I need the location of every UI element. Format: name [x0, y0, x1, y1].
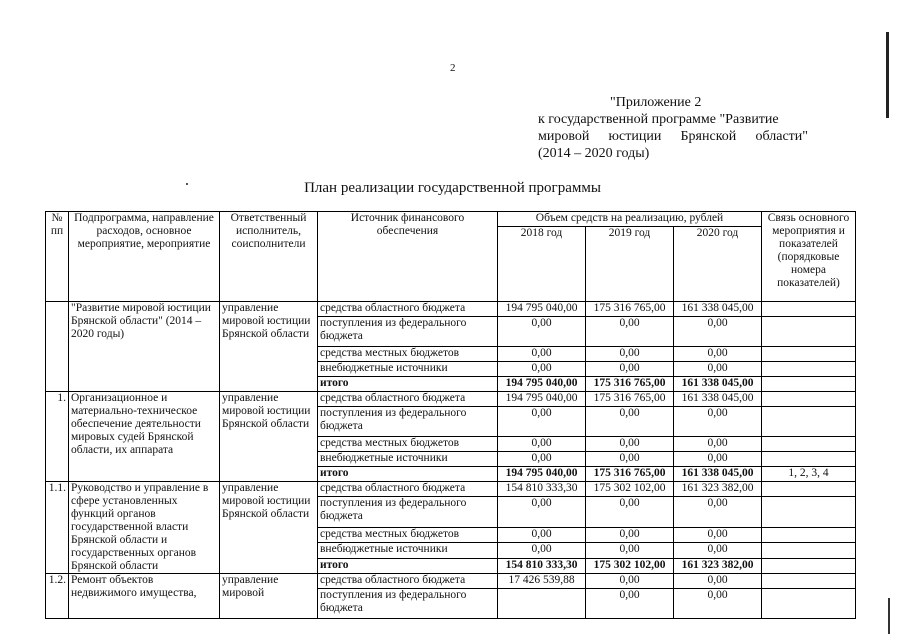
header-volume: Объем средств на реализацию, рублей [498, 212, 762, 227]
indicator-link [762, 362, 856, 377]
indicator-link [762, 407, 856, 437]
amount-2019: 0,00 [586, 347, 674, 362]
amount-2019: 175 316 765,00 [586, 392, 674, 407]
amount-2018: 0,00 [498, 347, 586, 362]
funding-source: итого [318, 377, 498, 392]
header-link: Связь основного мероприятия и показателей (порядковые номера показателей) [762, 212, 856, 302]
funding-source: внебюджетные источники [318, 452, 498, 467]
amount-2018 [498, 589, 586, 619]
amount-2019: 0,00 [586, 574, 674, 589]
appendix-line-3: мировой юстиции Брянской области" [538, 129, 808, 144]
funding-source: поступления из федерального бюджета [318, 497, 498, 528]
scan-edge-mark-bottom [888, 598, 890, 634]
appendix-line-1: "Приложение 2 [610, 95, 702, 110]
amount-2018: 0,00 [498, 527, 586, 542]
header-responsible: Ответственный исполнитель, соисполнители [220, 212, 318, 302]
indicator-link [762, 437, 856, 452]
amount-2018: 17 426 539,88 [498, 574, 586, 589]
table-row [46, 482, 856, 497]
responsible-executor: управление мировой юстиции Брянской области [220, 302, 318, 392]
amount-2020: 0,00 [674, 589, 762, 619]
amount-2020: 0,00 [674, 497, 762, 528]
amount-2020: 0,00 [674, 543, 762, 558]
amount-2018: 0,00 [498, 437, 586, 452]
funding-source: поступления из федерального бюджета [318, 589, 498, 619]
amount-2018: 154 810 333,30 [498, 482, 586, 497]
document-title: План реализации государственной программы [304, 180, 601, 196]
row-number: 1.2. [46, 574, 69, 619]
funding-source: средства местных бюджетов [318, 527, 498, 542]
amount-2019: 0,00 [586, 407, 674, 437]
appendix-line-2: к государственной программе "Развитие [538, 112, 779, 127]
amount-2018: 0,00 [498, 407, 586, 437]
funding-source: средства областного бюджета [318, 574, 498, 589]
amount-2020: 161 338 045,00 [674, 392, 762, 407]
amount-2018: 0,00 [498, 543, 586, 558]
responsible-executor: управление мировой юстиции Брянской области [220, 482, 318, 574]
funding-source: внебюджетные источники [318, 543, 498, 558]
amount-2018: 194 795 040,00 [498, 302, 586, 317]
indicator-link [762, 302, 856, 317]
amount-2020: 0,00 [674, 362, 762, 377]
plan-table [45, 211, 856, 619]
measure-name: Организационное и материально-техническое обеспечение деятельности мировых судей Брянской области, их аппарата [69, 392, 220, 482]
amount-2020: 161 323 382,00 [674, 558, 762, 573]
amount-2018: 0,00 [498, 362, 586, 377]
header-2020: 2020 год [674, 227, 762, 302]
amount-2018: 194 795 040,00 [498, 377, 586, 392]
funding-source: средства областного бюджета [318, 302, 498, 317]
funding-source: средства местных бюджетов [318, 437, 498, 452]
amount-2019: 0,00 [586, 589, 674, 619]
amount-2020: 0,00 [674, 317, 762, 347]
funding-source: средства областного бюджета [318, 482, 498, 497]
amount-2019: 175 302 102,00 [586, 482, 674, 497]
header-name: Подпрограмма, направление расходов, основное мероприятие, мероприятие [69, 212, 220, 302]
amount-2020: 0,00 [674, 347, 762, 362]
table-row [46, 302, 856, 317]
amount-2019: 0,00 [586, 497, 674, 528]
appendix-heading [538, 94, 808, 162]
header-2018: 2018 год [498, 227, 586, 302]
row-number [46, 302, 69, 392]
funding-source: средства областного бюджета [318, 392, 498, 407]
amount-2018: 0,00 [498, 452, 586, 467]
row-number: 1. [46, 392, 69, 482]
measure-name: Руководство и управление в сфере установленных функций органов государственной власти Брянской области и государственных органов Брянской области [69, 482, 220, 574]
amount-2019: 0,00 [586, 527, 674, 542]
indicator-link [762, 347, 856, 362]
amount-2019: 0,00 [586, 317, 674, 347]
header-num: № пп [46, 212, 69, 302]
amount-2018: 154 810 333,30 [498, 558, 586, 573]
amount-2020: 0,00 [674, 574, 762, 589]
amount-2020: 161 338 045,00 [674, 467, 762, 482]
scan-edge-mark [886, 32, 889, 118]
page-number: 2 [450, 62, 456, 74]
amount-2020: 0,00 [674, 452, 762, 467]
indicator-link [762, 574, 856, 589]
amount-2019: 175 316 765,00 [586, 377, 674, 392]
amount-2019: 175 302 102,00 [586, 558, 674, 573]
indicator-link [762, 377, 856, 392]
header-source: Источник финансового обеспечения [318, 212, 498, 302]
amount-2018: 194 795 040,00 [498, 467, 586, 482]
amount-2018: 0,00 [498, 497, 586, 528]
indicator-link [762, 527, 856, 542]
amount-2020: 0,00 [674, 437, 762, 452]
indicator-link [762, 589, 856, 619]
amount-2018: 194 795 040,00 [498, 392, 586, 407]
indicator-link [762, 317, 856, 347]
funding-source: итого [318, 558, 498, 573]
amount-2020: 0,00 [674, 527, 762, 542]
indicator-link [762, 558, 856, 573]
funding-source: итого [318, 467, 498, 482]
funding-source: поступления из федерального бюджета [318, 317, 498, 347]
measure-name: "Развитие мировой юстиции Брянской области" (2014 – 2020 годы) [69, 302, 220, 392]
table-row [46, 574, 856, 589]
responsible-executor: управление мировой [220, 574, 318, 619]
indicator-link [762, 452, 856, 467]
indicator-link [762, 497, 856, 528]
amount-2019: 175 316 765,00 [586, 302, 674, 317]
amount-2019: 0,00 [586, 362, 674, 377]
amount-2020: 0,00 [674, 407, 762, 437]
amount-2020: 161 338 045,00 [674, 377, 762, 392]
amount-2018: 0,00 [498, 317, 586, 347]
row-number: 1.1. [46, 482, 69, 574]
amount-2019: 0,00 [586, 543, 674, 558]
appendix-line-4: (2014 – 2020 годы) [538, 146, 650, 161]
indicator-link: 1, 2, 3, 4 [762, 467, 856, 482]
amount-2020: 161 338 045,00 [674, 302, 762, 317]
funding-source: средства местных бюджетов [318, 347, 498, 362]
amount-2019: 0,00 [586, 437, 674, 452]
amount-2019: 0,00 [586, 452, 674, 467]
funding-source: поступления из федерального бюджета [318, 407, 498, 437]
indicator-link [762, 392, 856, 407]
responsible-executor: управление мировой юстиции Брянской области [220, 392, 318, 482]
measure-name: Ремонт объектов недвижимого имущества, [69, 574, 220, 619]
amount-2020: 161 323 382,00 [674, 482, 762, 497]
indicator-link [762, 482, 856, 497]
amount-2019: 175 316 765,00 [586, 467, 674, 482]
table-row [46, 392, 856, 407]
indicator-link [762, 543, 856, 558]
funding-source: внебюджетные источники [318, 362, 498, 377]
header-2019: 2019 год [586, 227, 674, 302]
